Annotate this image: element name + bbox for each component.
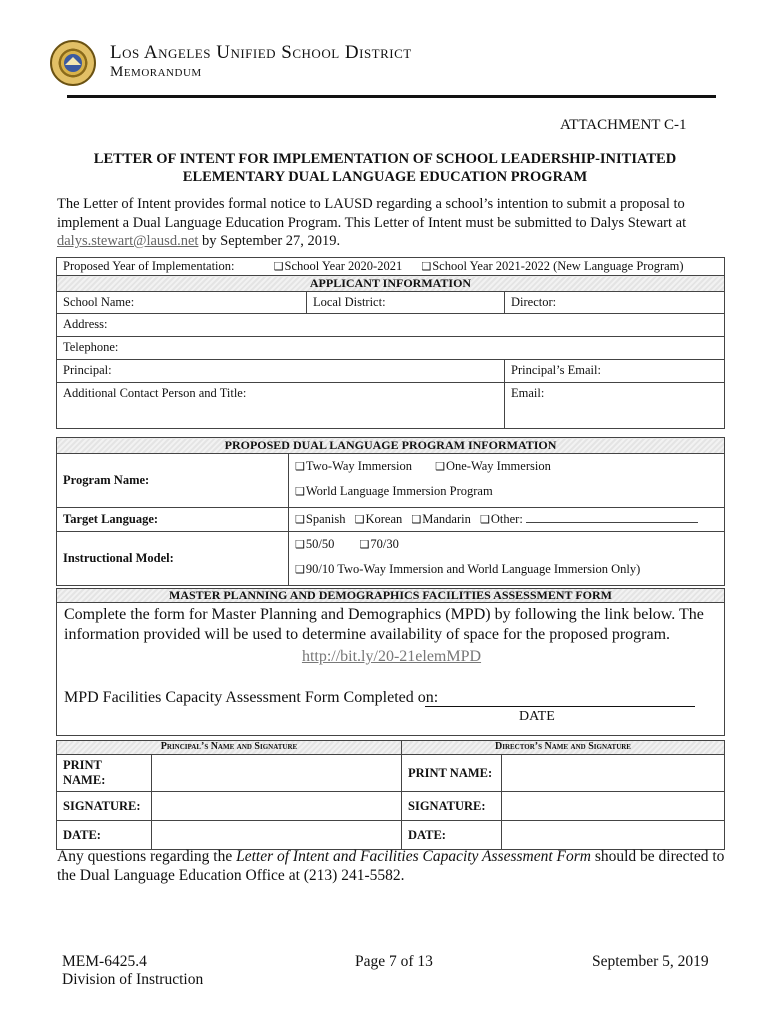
spanish-checkbox[interactable]: ❑ Spanish — [295, 512, 345, 526]
header-rule — [67, 95, 716, 98]
year-2021-checkbox[interactable]: ❑ School Year 2021-2022 (New Language Program) — [421, 259, 683, 273]
questions-note: Any questions regarding the Letter of Intent and Facilities Capacity Assessment Form should be directed to the Dual Language Education Office at (213) 241-5582. — [57, 848, 725, 884]
one-way-checkbox[interactable]: ❑ One-Way Immersion — [435, 459, 551, 473]
mpd-date-label: DATE — [519, 709, 555, 724]
principal-email-field[interactable]: Principal’s Email: — [505, 360, 725, 383]
footer-doc-id: MEM-6425.4 — [62, 953, 147, 970]
mpd-date-line[interactable] — [425, 706, 695, 707]
page-title — [40, 150, 730, 186]
principal-field[interactable]: Principal: — [57, 360, 505, 383]
mpd-box — [56, 603, 725, 736]
additional-contact-field[interactable]: Additional Contact Person and Title: — [57, 383, 505, 429]
title-line-1: LETTER OF INTENT FOR IMPLEMENTATION OF SCHOOL LEADERSHIP-INITIATED — [93, 151, 677, 167]
program-name-label: Program Name: — [57, 454, 289, 508]
director-date-label: DATE: — [402, 821, 502, 850]
footer-division: Division of Instruction — [62, 971, 204, 988]
address-field[interactable]: Address: — [57, 314, 725, 337]
instructional-model-label: Instructional Model: — [57, 532, 289, 586]
principal-signature-header: Principal’s Name and Signature — [57, 741, 402, 755]
program-table — [56, 437, 725, 586]
mpd-text-2: information provided will be used to determine availability of space for the proposed program. — [64, 626, 671, 643]
contact-email-field[interactable]: Email: — [505, 383, 725, 429]
footer-date: September 5, 2019 — [592, 953, 709, 970]
principal-signature-label: SIGNATURE: — [57, 792, 152, 821]
two-way-checkbox[interactable]: ❑ Two-Way Immersion — [295, 459, 412, 473]
other-checkbox[interactable]: ❑ Other: — [480, 512, 526, 526]
principal-date-input[interactable] — [152, 821, 402, 850]
local-district-field[interactable]: Local District: — [307, 292, 505, 314]
director-print-name-label: PRINT NAME: — [402, 755, 502, 792]
program-section-title: PROPOSED DUAL LANGUAGE PROGRAM INFORMATION — [57, 438, 725, 454]
mpd-completed-label: MPD Facilities Capacity Assessment Form Completed on: — [64, 689, 439, 706]
year-2020-checkbox[interactable]: ❑ School Year 2020-2021 — [274, 259, 403, 273]
mpd-text-1: Complete the form for Master Planning and Demographics (MPD) by following the link below. The — [64, 606, 704, 623]
applicant-table — [56, 257, 725, 429]
target-language-label: Target Language: — [57, 508, 289, 532]
proposed-year-label: Proposed Year of Implementation: — [63, 259, 235, 273]
director-signature-label: SIGNATURE: — [402, 792, 502, 821]
intro-paragraph: The Letter of Intent provides formal notice to LAUSD regarding a school’s intention to submit a proposal to implement a Dual Language Education Program. This Letter of Intent must be submitted to Dalys Stewart at dalys.stewart@lausd.net by September 27, 2019. — [57, 196, 687, 249]
director-date-input[interactable] — [502, 821, 725, 850]
director-field[interactable]: Director: — [505, 292, 725, 314]
model-5050-checkbox[interactable]: ❑ 50/50 — [295, 537, 334, 551]
district-seal-icon — [50, 40, 96, 86]
telephone-field[interactable]: Telephone: — [57, 337, 725, 360]
model-9010-checkbox[interactable]: ❑ 90/10 Two-Way Immersion and World Language Immersion Only) — [295, 562, 640, 576]
mandarin-checkbox[interactable]: ❑ Mandarin — [411, 512, 470, 526]
mpd-section-title: MASTER PLANNING AND DEMOGRAPHICS FACILITIES ASSESSMENT FORM — [56, 588, 725, 603]
principal-signature-input[interactable] — [152, 792, 402, 821]
director-signature-input[interactable] — [502, 792, 725, 821]
email-link[interactable]: dalys.stewart@lausd.net — [57, 233, 199, 249]
footer-page-number: Page 7 of 13 — [355, 953, 433, 970]
attachment-label: ATTACHMENT C-1 — [560, 117, 687, 133]
org-name: Los Angeles Unified School District — [110, 42, 412, 63]
principal-print-name-input[interactable] — [152, 755, 402, 792]
signature-table — [56, 740, 725, 850]
world-language-checkbox[interactable]: ❑ World Language Immersion Program — [295, 484, 493, 498]
principal-print-name-label: PRINT NAME: — [57, 755, 152, 792]
principal-date-label: DATE: — [57, 821, 152, 850]
memo-label: Memorandum — [110, 64, 202, 80]
other-language-input[interactable] — [526, 513, 698, 523]
mpd-link[interactable]: http://bit.ly/20-21elemMPD — [301, 648, 482, 665]
title-line-2: ELEMENTARY DUAL LANGUAGE EDUCATION PROGRAM — [182, 169, 588, 185]
korean-checkbox[interactable]: ❑ Korean — [355, 512, 403, 526]
applicant-section-title: APPLICANT INFORMATION — [57, 276, 725, 292]
model-7030-checkbox[interactable]: ❑ 70/30 — [359, 537, 398, 551]
director-print-name-input[interactable] — [502, 755, 725, 792]
school-name-field[interactable]: School Name: — [57, 292, 307, 314]
director-signature-header: Director’s Name and Signature — [402, 741, 725, 755]
